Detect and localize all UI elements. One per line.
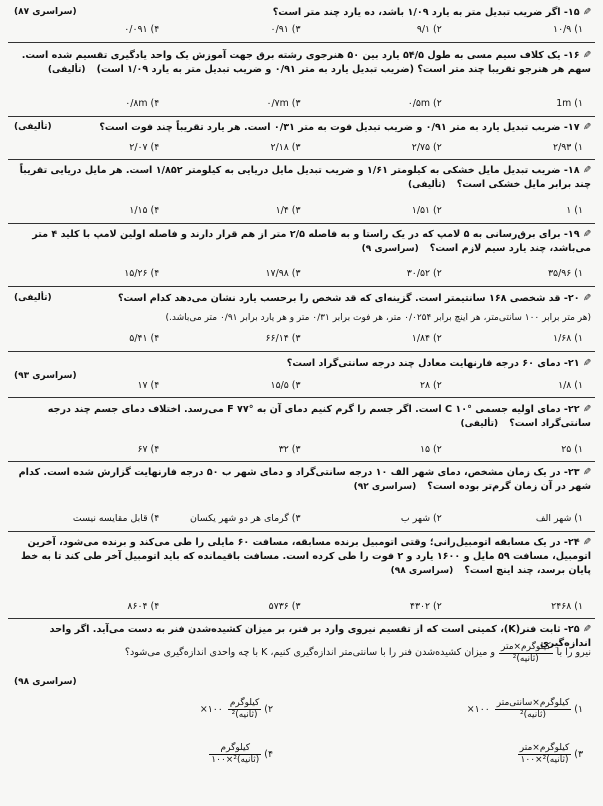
option[interactable]: ۴) ۱/۱۵ [129,205,160,216]
option-label: ۳) [574,748,583,760]
options-23 [18,512,583,525]
question-25-line2 [14,642,591,665]
divider [8,159,595,160]
multiplier: ۱۰۰× [466,703,490,715]
options-17 [18,141,583,154]
source-tag: (تألیفی) [14,122,52,132]
option-2[interactable] [198,698,273,721]
multiplier: ۱۰۰× [199,703,223,715]
option[interactable]: ۴) ۵/۴۱ [129,333,160,344]
option[interactable]: ۲) ۳۰/۵۲ [406,268,442,279]
question-text: ۲۱- دمای ۶۰ درجه فارنهایت معادل چند درجه سانتی‌گراد است؟ [286,358,580,369]
option-label: ۱) [574,703,583,715]
option[interactable]: ۱) ۱/۸ [558,380,583,391]
question-text: ۲۳- در یک زمان مشخص، دمای شهر الف ۱۰ درجه سانتی‌گراد و دمای شهر ب ۵۰ درجه فارنهایت گزارش شده است. کدام شهر در آن زمان گرم‌تر بوده است؟ [18,467,591,493]
source-tag: (سراسری ۹) [361,244,419,255]
option[interactable]: ۲) ۱۵ [419,444,442,455]
option[interactable]: ۴) ۶۷ [137,444,160,455]
question-text: ۲۵- ثابت فنر(K)، کمیتی است که از تقسیم نیروی وارد بر فنر، بر میزان کشیده‌شدن فنر به دست می‌آید. اگر واحد اندازه‌گیری [49,624,591,650]
divider [8,531,595,532]
pencil-icon: ✎ [582,467,591,478]
pencil-icon: ✎ [582,293,591,304]
option[interactable]: ۱) شهر الف [535,513,583,524]
option-3[interactable] [515,743,583,766]
pencil-icon: ✎ [582,358,591,369]
option[interactable]: ۳) ۱۵/۵ [270,380,301,391]
question-20-note [14,312,591,325]
option[interactable]: ۲) ۹/۱ [416,24,442,35]
question-15 [14,6,591,20]
option-label: ۴) [264,748,273,760]
question-18 [14,164,591,192]
fraction-numerator: کیلوگرم×سانتی‌متر [496,698,570,708]
option-fraction [495,698,572,721]
option[interactable]: ۱) ۱ [566,205,583,216]
question-25-tag-row [14,676,591,689]
source-tag: (سراسری ۹۸) [14,677,77,687]
question-17 [14,121,591,135]
option-fraction [518,743,572,766]
divider [8,618,595,619]
source-tag: (تألیفی) [408,180,446,191]
question-22 [14,403,591,431]
pencil-icon: ✎ [582,624,591,635]
options-22 [18,443,583,456]
fraction-numerator: کیلوگرم [209,743,261,755]
option[interactable]: ۳) ۰/۷m [266,98,301,109]
question-19 [14,228,591,256]
question-text: ۲۲- دمای اولیه جسمی °C ۱۰ است. اگر جسم را گرم کنیم دمای آن به °F ۷۷ می‌رسد. اختلاف دمای جسم چند درجه سانتی‌گراد است؟ [47,404,591,430]
source-tag: (تألیفی) [14,293,52,303]
question-text: ۱۸- ضریب تبدیل مایل خشکی به کیلومتر ۱/۶۱ و ضریب تبدیل مایل دریایی به کیلومتر ۱/۸۵۲ است. هر مایل دریایی تقریباً چند برابر مایل خشکی است؟ [19,165,591,191]
question-text: ۱۵- اگر ضریب تبدیل متر به یارد ۱/۰۹ باشد، ده یارد چند متر است؟ [272,7,580,18]
source-tag: (تألیفی) [47,65,86,76]
question-text: ۲۴- در یک مسابقه اتومبیل‌رانی؛ وقتی اتومبیل برنده مسابقه، مسافت ۶۰ مایلی را طی می‌کند و برنده می‌شود، آخرین اتومبیل، مسافت ۵۹ مایل و ۱۶۰۰ یارد و ۲ فوت را طی کرده است. مسافت باقیمانده که باید اتومبیل آخر طی کند تا به خط پایان برسد، چند اینچ است؟ [21,537,591,576]
divider [8,397,595,398]
option-fraction [209,743,261,766]
option[interactable]: ۴) قابل مقایسه نیست [72,513,160,524]
divider [8,351,595,352]
source-tag: (سراسری ۹۸) [390,565,454,576]
option[interactable]: ۳) ۱/۴ [275,205,301,216]
option[interactable]: ۱) ۲/۹۳ [553,142,583,153]
pencil-icon: ✎ [582,165,591,176]
options-18 [18,204,583,217]
pencil-icon: ✎ [582,7,591,18]
options-19 [18,267,583,280]
option[interactable]: ۳) ۰/۹۱ [270,24,301,35]
option[interactable]: ۱) ۱/۶۸ [553,333,583,344]
option-4[interactable] [206,743,273,766]
divider [8,116,595,117]
note-text: (هر متر برابر ۱۰۰ سانتی‌متر، هر اینچ برابر ۰/۰۲۵۴ متر، هر فوت برابر ۰/۳۱ متر و هر یارد برابر ۰/۹۱ متر می‌باشد.) [165,313,591,323]
pencil-icon: ✎ [582,50,591,61]
fraction-numerator: کیلوگرم [229,698,260,708]
fraction-numerator: کیلوگرم×متر [501,642,551,652]
question-text: ۱۹- برای برق‌رسانی به ۵ لامپ که در یک راستا و به فاصله ۲/۵ متر از هم قرار دارند و فاصله اولین لامپ با کلید ۴ متر می‌باشد، چند یارد سیم لازم است؟ [32,229,591,255]
option[interactable]: ۳) ۱۷/۹۸ [265,268,301,279]
option[interactable]: ۲) ۰/۵m [407,98,442,109]
option[interactable]: ۱) ۳۵/۹۶ [548,268,583,279]
divider [8,42,595,43]
options-21 [18,379,583,392]
fraction-denominator: (ثانیه)² [512,653,539,664]
fraction-numerator: کیلوگرم×متر [519,743,570,753]
options-15 [18,23,583,36]
pencil-icon: ✎ [582,537,591,548]
divider [8,286,595,287]
question-text: ۲۰- قد شخصی ۱۶۸ سانتیمتر است. گزینه‌ای که قد شخص را برحسب یارد نشان می‌دهد کدام است؟ [117,293,580,304]
divider [8,461,595,462]
option[interactable]: ۱) 1m [556,98,583,109]
force-unit-fraction [499,642,553,665]
question-text: ۱۷- ضریب تبدیل یارد به متر ۰/۹۱ و ضریب تبدیل فوت به متر ۰/۳۱ است. هر یارد تقریباً چند فوت است؟ [99,122,580,133]
option[interactable]: ۴) ۰/۰۹۱ [124,24,160,35]
option[interactable]: ۱) ۱۰/۹ [553,24,583,35]
option[interactable]: ۳) ۶۶/۱۴ [265,333,301,344]
option[interactable]: ۲) ۱/۵۱ [411,205,442,216]
question-text-part: نیرو را با [556,647,591,659]
question-20 [14,292,591,306]
fraction-denominator: (ثانیه)² [520,709,546,720]
option[interactable]: ۲) شهر ب [400,513,442,524]
pencil-icon: ✎ [582,404,591,415]
question-text-part: و میزان کشیده‌شدن فنر را با سانتی‌متر اندازه‌گیری کنیم، K با چه واحدی اندازه‌گیری می‌شود؟ [124,647,496,659]
option[interactable]: ۲) ۲/۷۵ [411,142,442,153]
options-20 [18,332,583,345]
fraction-denominator: (ثانیه)² [231,709,258,720]
fraction-denominator: (ثانیه)²×۱۰۰ [520,754,569,765]
option[interactable]: ۲) ۴۳۰۲ [409,601,442,612]
option[interactable]: ۴) ۲/۰۷ [129,142,160,153]
option[interactable]: ۴) ۱۵/۲۶ [124,268,160,279]
option[interactable]: ۱) ۲۴۶۸ [551,601,583,612]
source-tag: (تألیفی) [460,419,499,430]
option[interactable]: ۳) ۵۷۳۶ [268,601,301,612]
options-16 [18,97,583,110]
divider [8,223,595,224]
question-text: ۱۶- یک کلاف سیم مسی به طول ۵۴/۵ یارد بین ۵۰ هنرجوی رشته برق جهت آموزش یک واحد یادگیری تقسیم شده است. سهم هر هنرجو تقریبا چند متر است؟ (ضریب تبدیل یارد به متر ۰/۹۱ و ضریب تبدیل متر به یارد ۱/۰۹ است) [21,50,591,76]
option[interactable]: ۴) ۸۶۰۴ [127,601,160,612]
options-24 [18,600,583,613]
source-tag: (سراسری ۹۳) [14,371,77,381]
question-23 [14,466,591,494]
option[interactable]: ۳) ۲/۱۸ [270,142,301,153]
pencil-icon: ✎ [582,229,591,240]
option-label: ۲) [264,703,273,715]
option[interactable]: ۲) ۲۸ [419,380,442,391]
source-tag: (سراسری ۸۷) [14,7,77,17]
option[interactable]: ۱) ۲۵ [561,444,583,455]
option-1[interactable] [465,698,583,721]
option[interactable]: ۳) گرمای هر دو شهر یکسان [189,513,301,524]
source-tag: (سراسری ۹۲) [353,482,417,493]
pencil-icon: ✎ [582,122,591,133]
option[interactable]: ۲) ۱/۸۴ [411,333,442,344]
option-fraction [228,698,261,721]
question-24 [14,536,591,578]
option[interactable]: ۴) ۰/۸m [125,98,160,109]
option[interactable]: ۳) ۳۲ [278,444,301,455]
fraction-denominator: (ثانیه)²×۱۰۰ [211,754,260,765]
option[interactable]: ۴) ۱۷ [137,380,160,391]
question-16 [14,49,591,77]
